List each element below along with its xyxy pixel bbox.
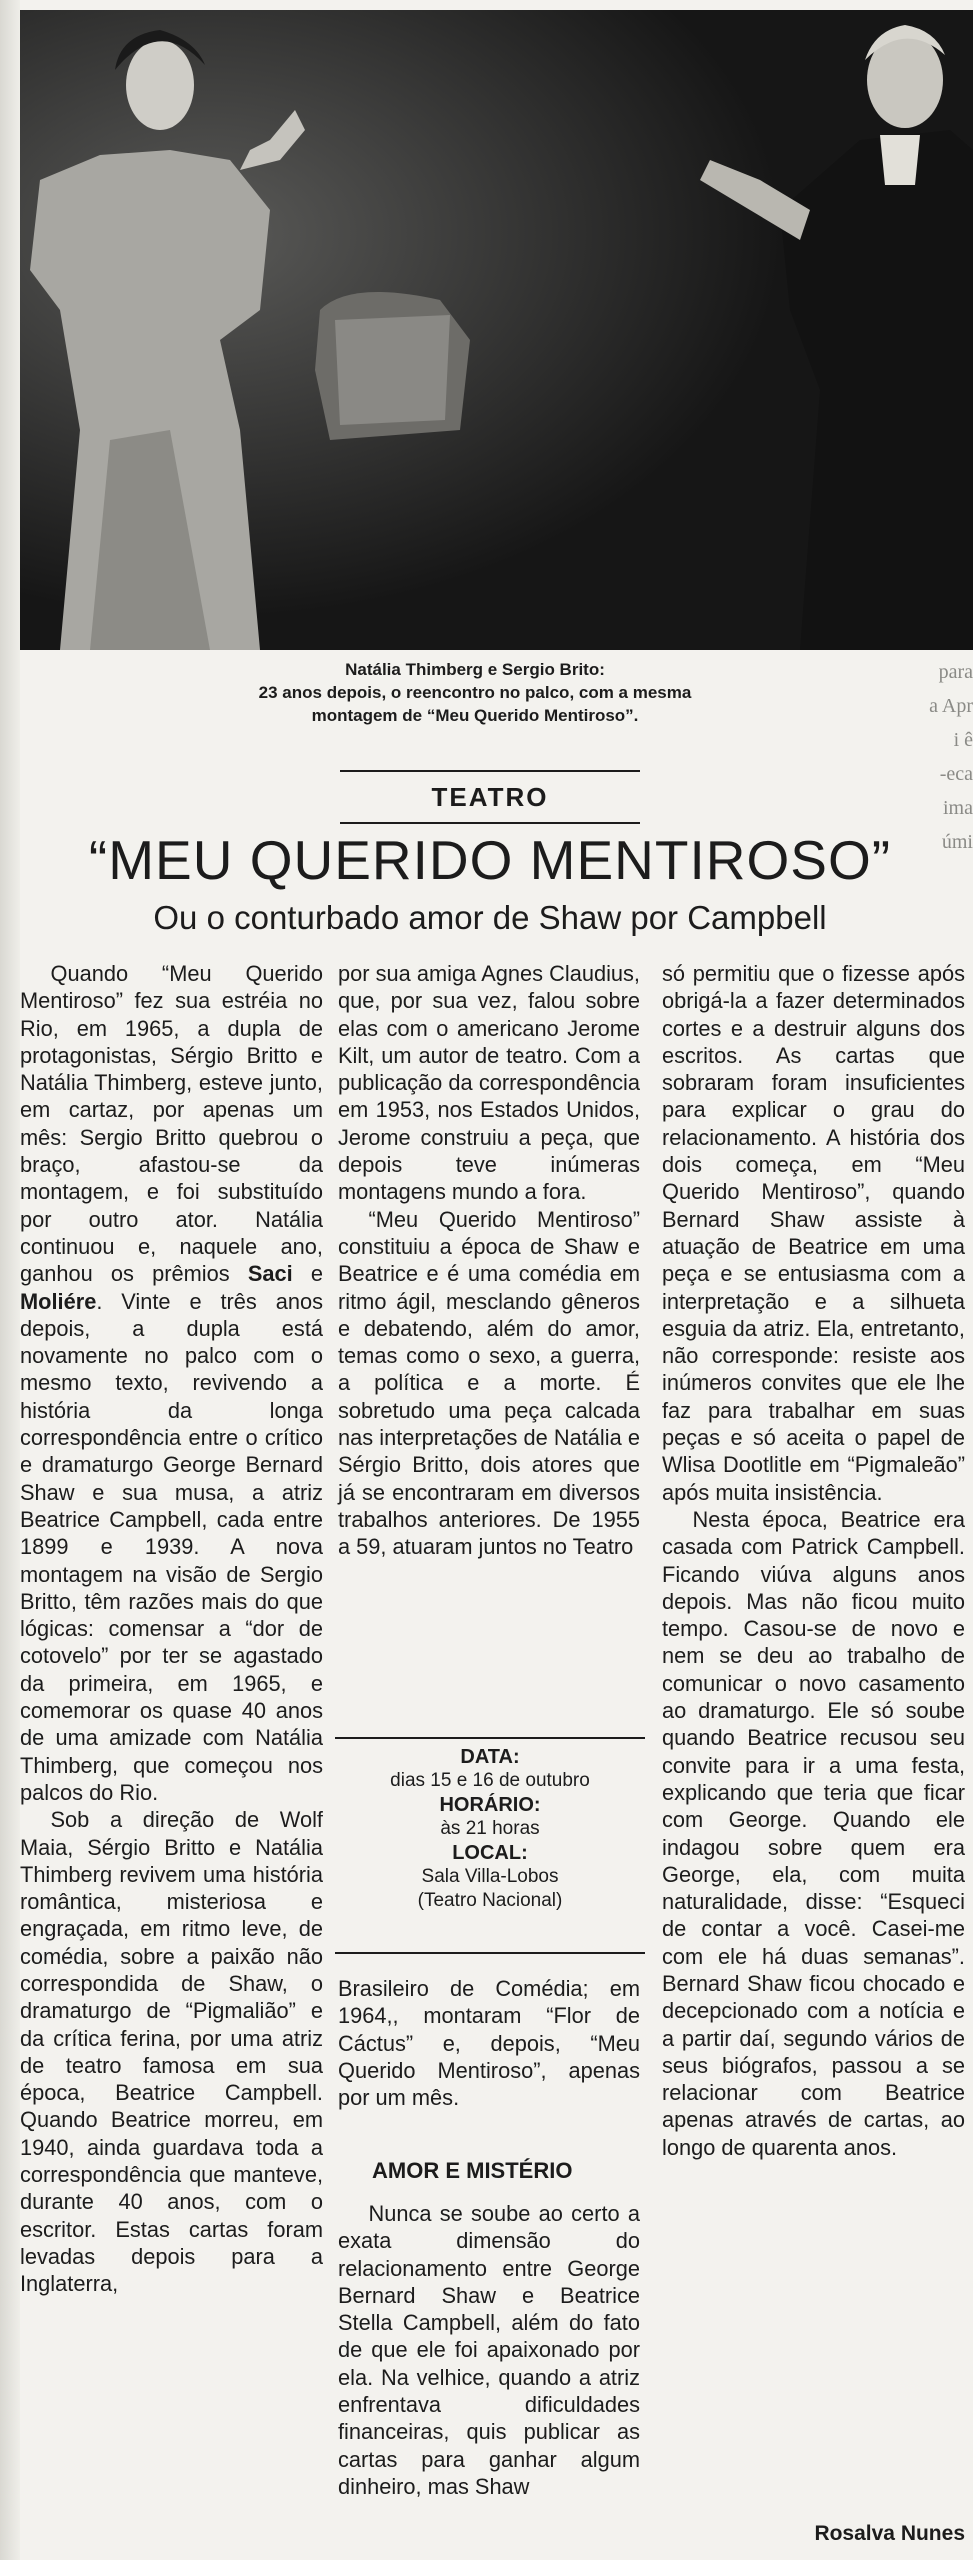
paragraph: por sua amiga Agnes Claudius, que, por sua vez, falou sobre elas com o americano Jerome Kilt, um autor de teatro. Com a publicação da correspondência em 1953, nos Estados Unidos, Jerome construiu a peça, que depois teve inúmeras montagens mundo a fora. [338,961,640,1205]
stage-photo [20,10,973,650]
paragraph: só permitiu que o fizesse após obrigá-la a fazer determinados cortes e a destruir alguns dos escritos. As cartas que sobraram foram insuficientes para explicar o grau do relacionamento. A história dos dois começa, em “Meu Querido Mentiroso”, quando Bernard Shaw assiste à atuação de Beatrice em uma peça e se entusiasma com a interpretação e a silhueta esguia da atriz. Ela, entretanto, não corresponde: resiste aos inúmeros convites que ele lhe faz para trabalhar em suas peças e só aceita o papel de Wlisa Dootlitle em “Pigmaleão” após muita insistência. [662,961,965,1505]
caption-line: montagem de “Meu Querido Mentiroso”. [311,706,639,725]
paragraph: Sob a direção de Wolf Maia, Sérgio Britto e Natália Thimberg revivem uma história romântica, misteriosa e engraçada, em ritmo leve, de comédia, sobre a paixão não correspondida de Shaw, o dramaturgo de “Pigmalião” e da crítica ferina, por uma atriz de teatro famosa em sua época, Beatrice Campbell. Quando Beatrice morreu, em 1940, ainda guardava toda a correspondência que manteve, durante 40 anos, com o escritor. Estas cartas foram levadas depois para a Inglaterra, [20,1807,323,2297]
subheadline: Ou o conturbado amor de Shaw por Campbell [153,899,827,936]
article-column-3 [662,960,965,2161]
bleed-fragment: ima [943,797,973,819]
paragraph: Nunca se soube ao certo a exata dimensão do relacionamento entre George Bernard Shaw e Beatrice Stella Campbell, além do fato de que ele foi apaixonado por ela. Na velhice, quando a atriz enfrentava dificuldades financeiras, quis publicar as cartas para ganhar algum dinheiro, mas Shaw [338,2201,640,2499]
award-name: Moliére [20,1288,97,1314]
bleed-fragment: -eca [939,763,973,785]
paragraph: Brasileiro de Comédia; em 1964,, montaram “Flor de Cáctus” e, depois, “Meu Querido Mentiroso”, apenas por um mês. [338,1976,640,2111]
section-rule-top [340,770,640,772]
section-subtitle: AMOR E MISTÉRIO [372,2158,573,2183]
infobox-rule-bottom [335,1952,645,1954]
article-column-2-continued [338,1975,640,2111]
caption-line: Natália Thimberg e Sergio Brito: [345,660,605,679]
section-rule-bottom [340,822,640,824]
article-column-2 [338,960,640,1561]
text-run: . Vinte e três anos depois, a dupla está novamente no palco com o mesmo texto, revivendo a história da longa correspondência entre o crítico e dramaturgo George Bernard Shaw e sua musa, a atriz Beatrice Campbell, cada entre 1899 e 1939. A nova montagem na visão de Sergio Britto, têm razões mais do que lógicas: comensar a “dor de cotovelo” por ter se agastado da primeira, em 1965, e comemorar os quase 40 anos de uma amizade com Natália Thimberg, que começou nos palcos do Rio. [20,1288,323,1805]
photo-caption [150,658,800,727]
date-value: dias 15 e 16 de outubro [390,1770,590,1791]
article-column-1 [20,960,323,2298]
bleed-fragment: i ê [953,729,973,751]
headline: “MEU QUERIDO MENTIROSO” [88,829,892,891]
text-run: e [310,1261,323,1287]
article-column-2-bottom [338,2200,640,2500]
time-label: HORÁRIO: [439,1794,541,1816]
venue-value: Sala Villa-Lobos [421,1866,559,1887]
date-label: DATA: [460,1746,520,1768]
venue-label: LOCAL: [452,1842,528,1864]
bleed-fragment: a Apr [929,695,973,717]
stage-photo-illustration [20,10,973,650]
byline: Rosalva Nunes [814,2522,965,2545]
award-name: Saci [247,1261,293,1287]
caption-line: 23 anos depois, o reencontro no palco, com a mesma [258,683,692,702]
infobox-rule-top [335,1737,645,1739]
venue-value: (Teatro Nacional) [417,1890,563,1911]
paragraph: Nesta época, Beatrice era casada com Patrick Campbell. Ficando viúva alguns anos depois. Mas não ficou muito tempo. Casou-se de novo e nem se deu ao trabalho de comunicar o novo casamento ao dramaturgo. Ele só soube quando Beatrice recusou seu convite para ir a uma festa, explicando que teria que ficar com George. Quando ele indagou sobre quem era George, ela, com muita naturalidade, disse: “Esqueci de contar a você. Casei-me com ele há duas semanas”. Bernard Shaw ficou chocado e decepcionado com a notícia e a partir daí, segundo vários de seus biógrafos, passou a se relacionar com Beatrice apenas através de cartas, ao longo de quarenta anos. [662,1506,965,2160]
section-label: TEATRO [431,782,549,812]
paragraph [20,960,323,1806]
bleed-fragment: úmi [941,831,973,853]
text-run: Quando “Meu Querido Mentiroso” fez sua estréia no Rio, em 1965, a dupla de protagonistas, Sérgio Britto e Natália Thimberg, esteve junto, em cartaz, por apenas um mês: Sergio Britto quebrou o braço, afastou-se da montagem, e foi substituído por outro ator. Natália continuou e, naquele ano, ganhou os prêmios [20,961,323,1287]
time-value: às 21 horas [440,1818,540,1839]
clipping-edge [0,0,20,2560]
paragraph: “Meu Querido Mentiroso” constituiu a época de Shaw e Beatrice e é uma comédia em ritmo ágil, mesclando gêneros e debatendo, além do amor, temas como o sexo, a guerra, a política e a morte. É sobretudo uma peça calcada nas interpretações de Natália e Sérgio Britto, dois atores que já se encontraram em diversos trabalhos anteriores. De 1955 a 59, atuaram juntos no Teatro [338,1206,640,1560]
event-infobox [335,1745,645,1913]
bleed-fragment: para [938,661,973,683]
